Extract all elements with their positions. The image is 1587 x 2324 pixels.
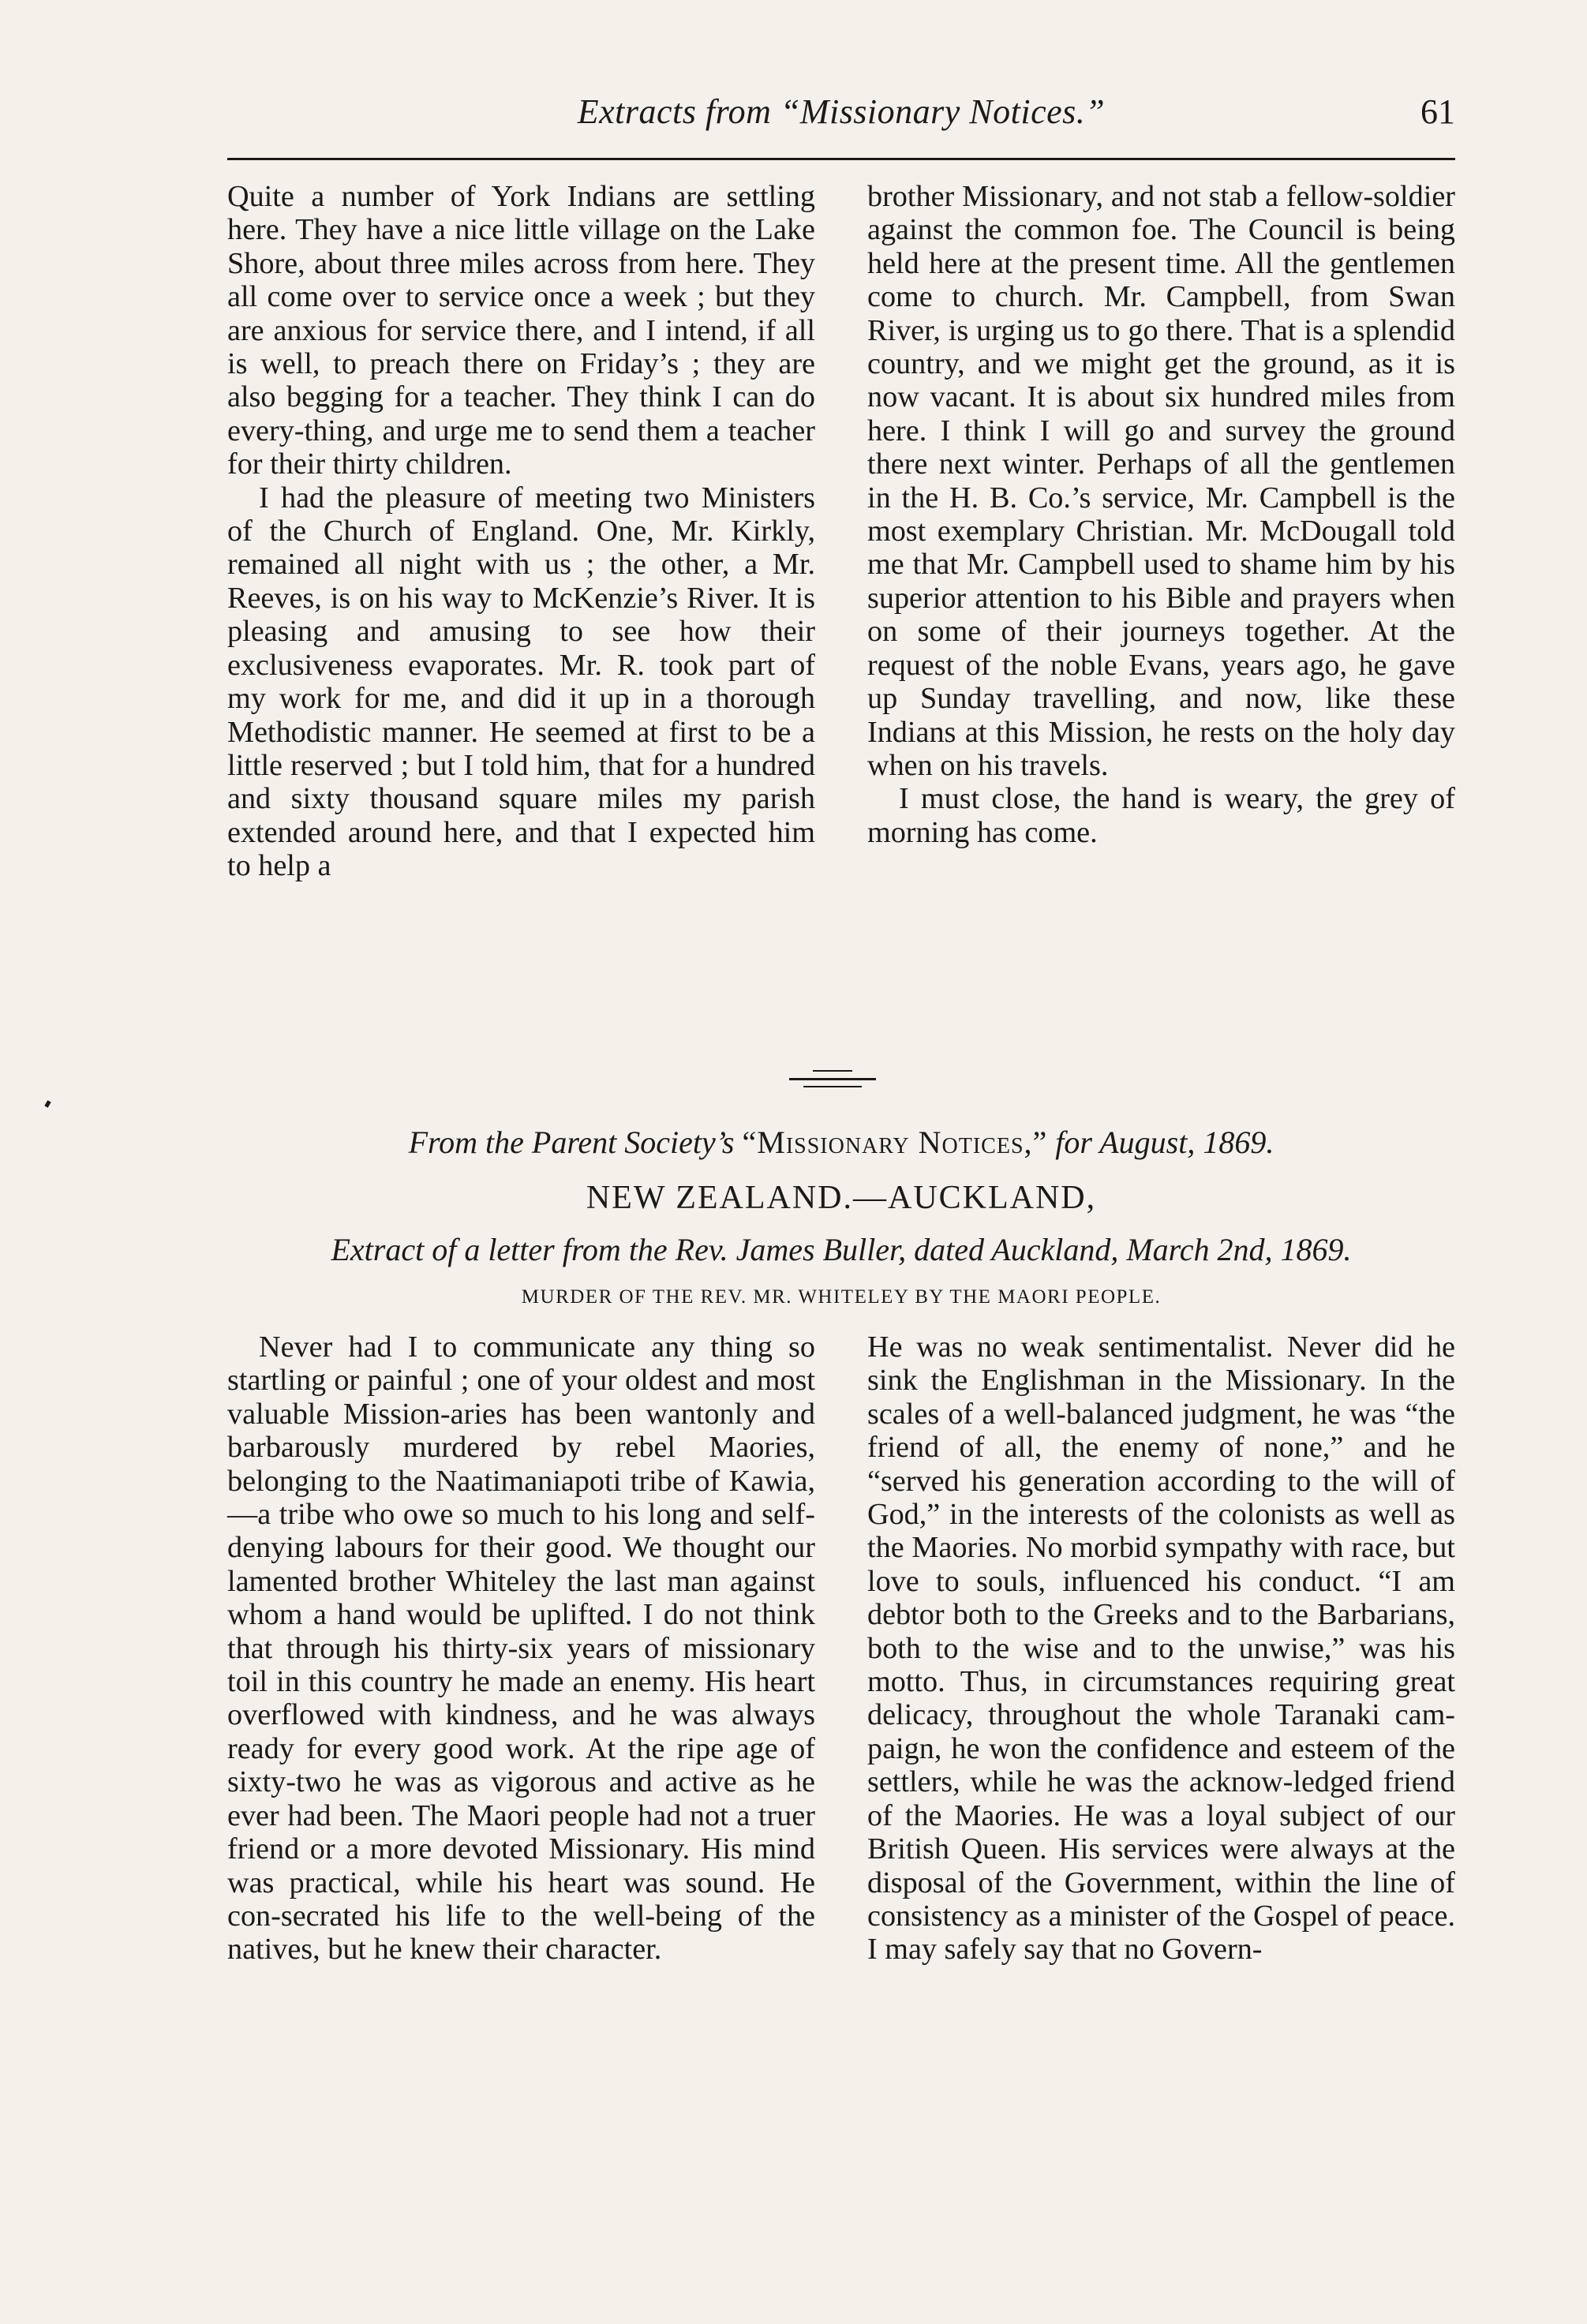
paragraph: I had the pleasure of meeting two Ministers of the Church of England. One, Mr. Kirkly, remained all night with us ; the other, a Mr. Reeves, is on his way to McKenzie’s River. It is pleasing and amusing to see how their exclusiveness evaporates. Mr. R. took part of my work for me, and did it up in a thorough Methodistic manner. He seemed at first to be a little reserved ; but I told him, that for a hundred and sixty thousand square miles my parish extended around here, and that I expected him to help a xyxy=(227,481,815,883)
lower-right-column xyxy=(867,1330,1455,1967)
header-rule xyxy=(227,158,1455,160)
paragraph: Never had I to communicate any thing so startling or painful ; one of your oldest and most valuable Mission-aries has been wantonly and barbarously murdered by rebel Maories, belonging to the Naatimaniapoti tribe of Kawia,—a tribe who owe so much to his long and self-denying labours for their good. We thought our lamented brother Whiteley the last man against whom a hand would be uplifted. I do not think that through his thirty-six years of missionary toil in this country he made an enemy. His heart overflowed with kindness, and he was always ready for every good work. At the ripe age of sixty-two he was as vigorous and active as he ever had been. The Maori people had not a truer friend or a more devoted Missionary. His mind was practical, while his heart was sound. He con-secrated his life to the well-being of the natives, but he knew their character. xyxy=(227,1330,815,1967)
article-dateline: Extract of a letter from the Rev. James Buller, dated Auckland, March 2nd, 1869. xyxy=(331,1232,1352,1267)
upper-left-column xyxy=(227,180,815,883)
page-number: 61 xyxy=(1420,92,1455,131)
upper-right-column xyxy=(867,180,1455,849)
lower-left-column xyxy=(227,1330,815,1967)
source-publication: “Missionary Notices,” xyxy=(742,1125,1048,1160)
section-divider-ornament xyxy=(789,1067,876,1091)
running-title: Extracts from “Missionary Notices.” xyxy=(577,92,1106,131)
paragraph: I must close, the hand is weary, the grey of morning has come. xyxy=(867,782,1455,849)
article-subheading: MURDER OF THE REV. MR. WHITELEY BY THE MAORI PEOPLE. xyxy=(521,1286,1162,1308)
paragraph: brother Missionary, and not stab a fellow-soldier against the common foe. The Council is being held here at the present time. All the gentlemen come to church. Mr. Campbell, from Swan River, is urging us to go there. That is a splendid country, and we might get the ground, as it is now vacant. It is about six hundred miles from here. I think I will go and survey the ground there next winter. Perhaps of all the gentlemen in the H. B. Co.’s service, Mr. Campbell is the most exemplary Christian. Mr. McDougall told me that Mr. Campbell used to shame him by his superior attention to his Bible and prayers when on some of their journeys together. At the request of the noble Evans, years ago, he gave up Sunday travelling, and now, like these Indians at this Mission, he rests on the holy day when on his travels. xyxy=(867,180,1455,782)
paragraph: He was no weak sentimentalist. Never did he sink the Englishman in the Missionary. In the scales of a well-balanced judgment, he was “the friend of all, the enemy of none,” and he “served his generation according to the will of God,” in the interests of the colonists as well as the Maories. No morbid sympathy with race, but love to souls, influenced his conduct. “I am debtor both to the Greeks and to the Barbarians, both to the wise and to the unwise,” was his motto. Thus, in circumstances requiring great delicacy, throughout the whole Taranaki cam-paign, he won the confidence and esteem of the settlers, while he was the acknow-ledged friend of the Maories. He was a loyal subject of our British Queen. His services were always at the disposal of the Government, within the line of consistency as a minister of the Gospel of peace. I may safely say that no Govern- xyxy=(867,1330,1455,1967)
paragraph: Quite a number of York Indians are settling here. They have a nice little village on the Lake Shore, about three miles across from here. They all come over to service once a week ; but they are anxious for service there, and I intend, if all is well, to preach there on Friday’s ; they are also begging for a teacher. They think I can do every-thing, and urge me to send them a teacher for their thirty children. xyxy=(227,180,815,481)
source-suffix: for August, 1869. xyxy=(1055,1125,1274,1160)
article-title: NEW ZEALAND.—AUCKLAND, xyxy=(586,1180,1097,1216)
source-line xyxy=(227,1121,1455,1165)
source-prefix: From the Parent Society’s xyxy=(408,1125,735,1160)
page-header xyxy=(227,88,1455,139)
stray-ink-mark xyxy=(44,1100,51,1107)
